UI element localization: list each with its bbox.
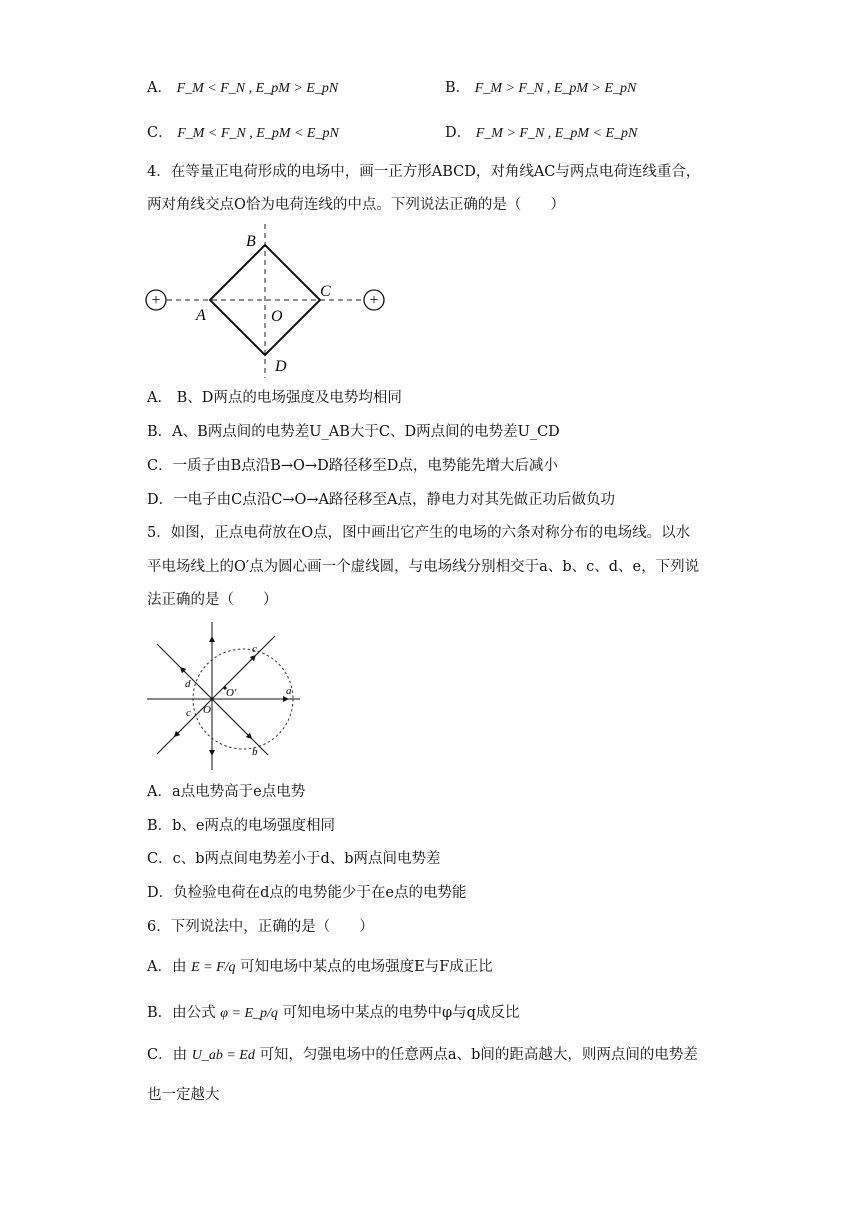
q6-option-c-continued: 也一定越大: [147, 1087, 220, 1103]
q5-option-c: C．c、b两点间电势差小于d、b两点间电势差: [147, 851, 441, 867]
q5-label-d: d: [185, 678, 191, 690]
q6-stem: 6．下列说法中，正确的是（ ）: [147, 919, 374, 935]
q5-label-c-lower: c: [186, 707, 191, 719]
q3-option-a-math: F_M < F_N , E_pM > E_pN: [176, 81, 339, 96]
q4-label-o: O: [271, 308, 283, 325]
q4-option-c: C．一质子由B点沿B→O→D路径移至D点，电势能先增大后减小: [147, 458, 558, 474]
q4-stem-line-1: 4．在等量正电荷形成的电场中，画一正方形ABCD，对角线AC与两点电荷连线重合，: [147, 164, 701, 180]
q4-label-b: B: [246, 233, 256, 250]
q4-option-d: D．一电子由C点沿C→O→A路径移至A点，静电力对其先做正功后做负功: [147, 492, 615, 508]
q3-option-d: D． F_M > F_N , E_pM < E_pN: [445, 125, 638, 141]
q6-option-c: C．由 U_ab = Ed 可知，匀强电场中的任意两点a、b间的距高越大，则两点间的电势差: [147, 1047, 698, 1063]
q5-label-b: b: [252, 746, 258, 758]
q5-option-d: D．负检验电荷在d点的电势能少于在e点的电势能: [147, 885, 467, 901]
q4-label-c: C: [320, 283, 331, 300]
q3-option-b: B． F_M > F_N , E_pM > E_pN: [445, 80, 637, 96]
q4-label-a: A: [196, 307, 206, 324]
q3-option-c: C． F_M < F_N , E_pM < E_pN: [147, 125, 339, 141]
q5-stem-line-3: 法正确的是（ ）: [147, 592, 278, 608]
q5-point-o: [210, 697, 213, 700]
svg-text:+: +: [151, 292, 161, 309]
q5-field-line-diagonal-up: [157, 636, 275, 754]
q5-label-o: O: [203, 704, 211, 716]
q6-option-b: B．由公式 φ = E_p/q 可知电场中某点的电势中φ与q成反比: [147, 1005, 520, 1021]
q4-right-charge: [364, 290, 384, 310]
q3-option-d-math: F_M > F_N , E_pM < E_pN: [475, 126, 638, 141]
q3-option-b-math: F_M > F_N , E_pM > E_pN: [474, 81, 637, 96]
q5-label-c-upper: c: [252, 643, 257, 655]
q6-option-a-formula: E = F/q: [191, 960, 236, 975]
q4-figure: [140, 220, 400, 380]
q4-option-a: A． B、D两点的电场强度及电势均相同: [147, 390, 402, 406]
q6-option-c-formula: U_ab = Ed: [191, 1048, 255, 1063]
q4-label-d: D: [275, 358, 287, 375]
q5-figure: [140, 615, 310, 775]
q3-option-a: A． F_M < F_N , E_pM > E_pN: [147, 80, 339, 96]
q5-option-b: B．b、e两点的电场强度相同: [147, 818, 336, 834]
q3-option-c-math: F_M < F_N , E_pM < E_pN: [177, 126, 339, 141]
q5-label-o-prime: O′: [226, 687, 237, 699]
q6-option-a: A．由 E = F/q 可知电场中某点的电场强度E与F成正比: [147, 959, 493, 975]
q5-stem-line-1: 5．如图，正点电荷放在O点，图中画出它产生的电场的六条对称分布的电场线。以水: [147, 525, 691, 541]
q4-stem-line-2: 两对角线交点O恰为电荷连线的中点。下列说法正确的是（ ）: [147, 197, 565, 213]
q5-label-a: a: [286, 685, 292, 697]
svg-text:+: +: [369, 292, 379, 309]
q5-stem-line-2: 平电场线上的O′点为圆心画一个虚线圆，与电场线分别相交于a、b、c、d、e，下列说: [147, 559, 700, 575]
q4-option-b: B．A、B两点间的电势差U_AB大于C、D两点间的电势差U_CD: [147, 424, 560, 440]
q5-option-a: A．a点电势高于e点电势: [147, 784, 306, 800]
q6-option-b-formula: φ = E_p/q: [220, 1006, 278, 1021]
q4-left-charge: [146, 290, 166, 310]
q5-field-lines: [147, 622, 300, 770]
